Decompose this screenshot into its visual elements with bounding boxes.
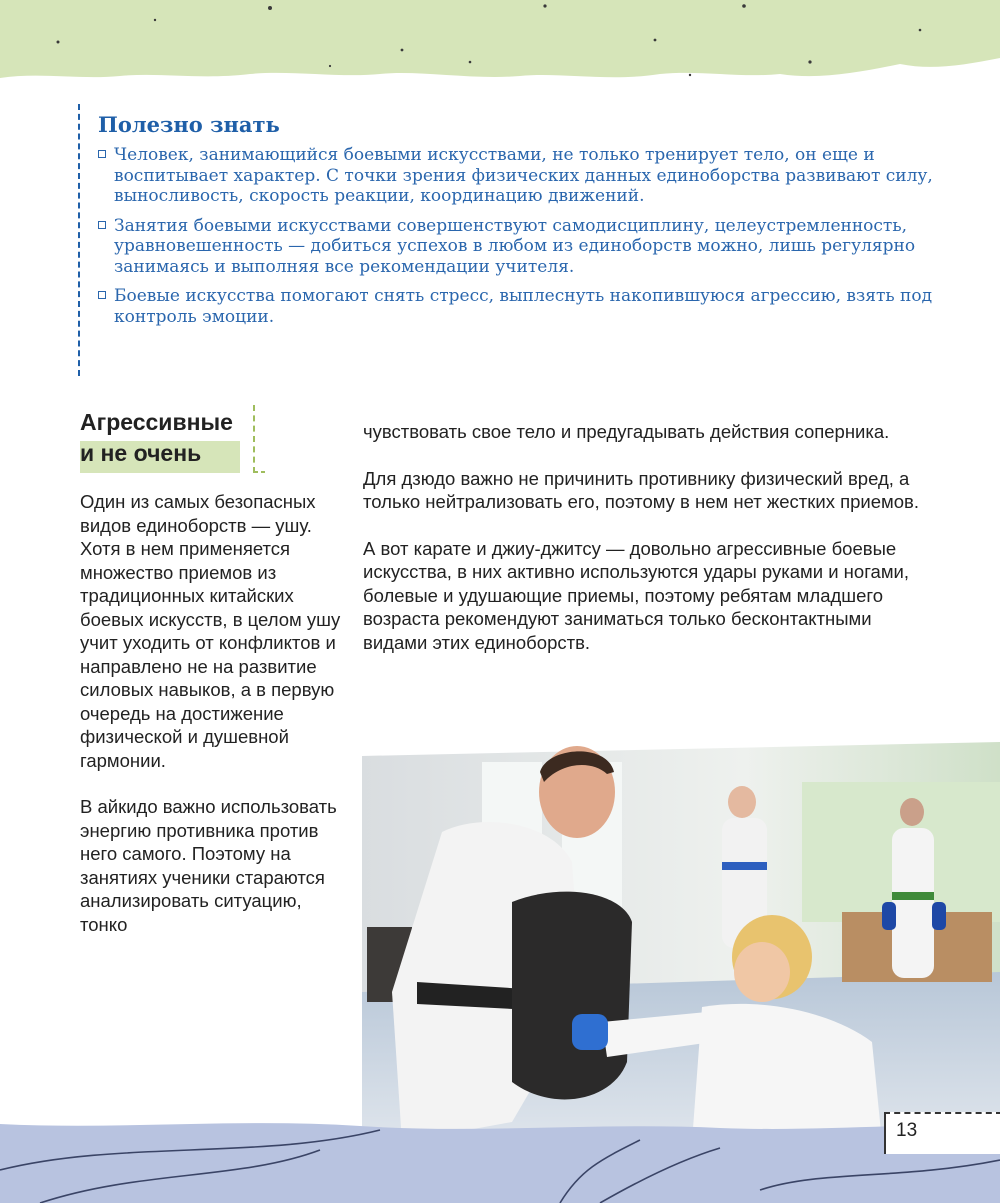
info-title: Полезно знать: [98, 112, 280, 137]
bottom-decorative-band: [0, 1100, 1000, 1203]
info-item: Человек, занимающийся боевыми искусствами, не только тренирует тело, он еще и воспитывает характер. С точки зрения физических данных единоборства развивают силу, выносливость, скорость реакции, координацию движений.: [98, 145, 958, 207]
right-column: [363, 420, 923, 677]
paragraph-judo: Для дзюдо важно не причинить противнику физический вред, а только нейтрализовать его, поэтому в нем нет жестких приемов.: [363, 467, 920, 512]
section-heading: [80, 405, 255, 473]
karate-training-photo: [362, 742, 1000, 1142]
page-number-box: [880, 1108, 1000, 1156]
info-item: Занятия боевыми искусствами совершенствуют самодисциплину, целеустремленность, уравновешенность — добиться успехов в любом из единоборств можно, лишь регулярно занимаясь и выполняя все рекомендации учителя.: [98, 216, 958, 278]
info-item: Боевые искусства помогают снять стресс, выплеснуть накопившуюся агрессию, взять под контроль эмоции.: [98, 286, 958, 327]
page-number: 13: [896, 1120, 918, 1141]
section-title: Агрессивные и не очень: [80, 409, 233, 466]
paragraph-karate: А вот карате и джиу-джитсу — довольно агрессивные боевые искусства, в них активно используются удары руками и ногами, болевые и удушающие приемы, поэтому ребятам младшего возраста рекомендуют заниматься только бесконтактными видами этих единоборств.: [363, 537, 910, 653]
square-bullet-icon: [98, 291, 106, 299]
square-bullet-icon: [98, 150, 106, 158]
left-column: [80, 490, 342, 959]
useful-to-know-box: [78, 104, 958, 376]
paragraph-aikido-cont: чувствовать свое тело и предугадывать действия соперника.: [363, 421, 890, 442]
heading-dashed-border: [253, 405, 255, 473]
heading-dash-corner: [254, 468, 266, 476]
paragraph-aikido: В айкидо важно использовать энергию противника против него самого. Поэтому на занятиях ученики стараются анализировать ситуацию, тонко: [80, 796, 337, 935]
top-decorative-band: [0, 0, 1000, 110]
info-list: [98, 145, 958, 327]
paragraph-wushu: Один из самых безопасных видов единоборств — ушу. Хотя в нем применяется множество приемов из традиционных китайских боевых искусств, в целом ушу учит уходить от конфликтов и направлено не на развитие силовых навыков, а в первую очередь на достижение физической и душевной гармонии.: [80, 491, 341, 771]
square-bullet-icon: [98, 221, 106, 229]
